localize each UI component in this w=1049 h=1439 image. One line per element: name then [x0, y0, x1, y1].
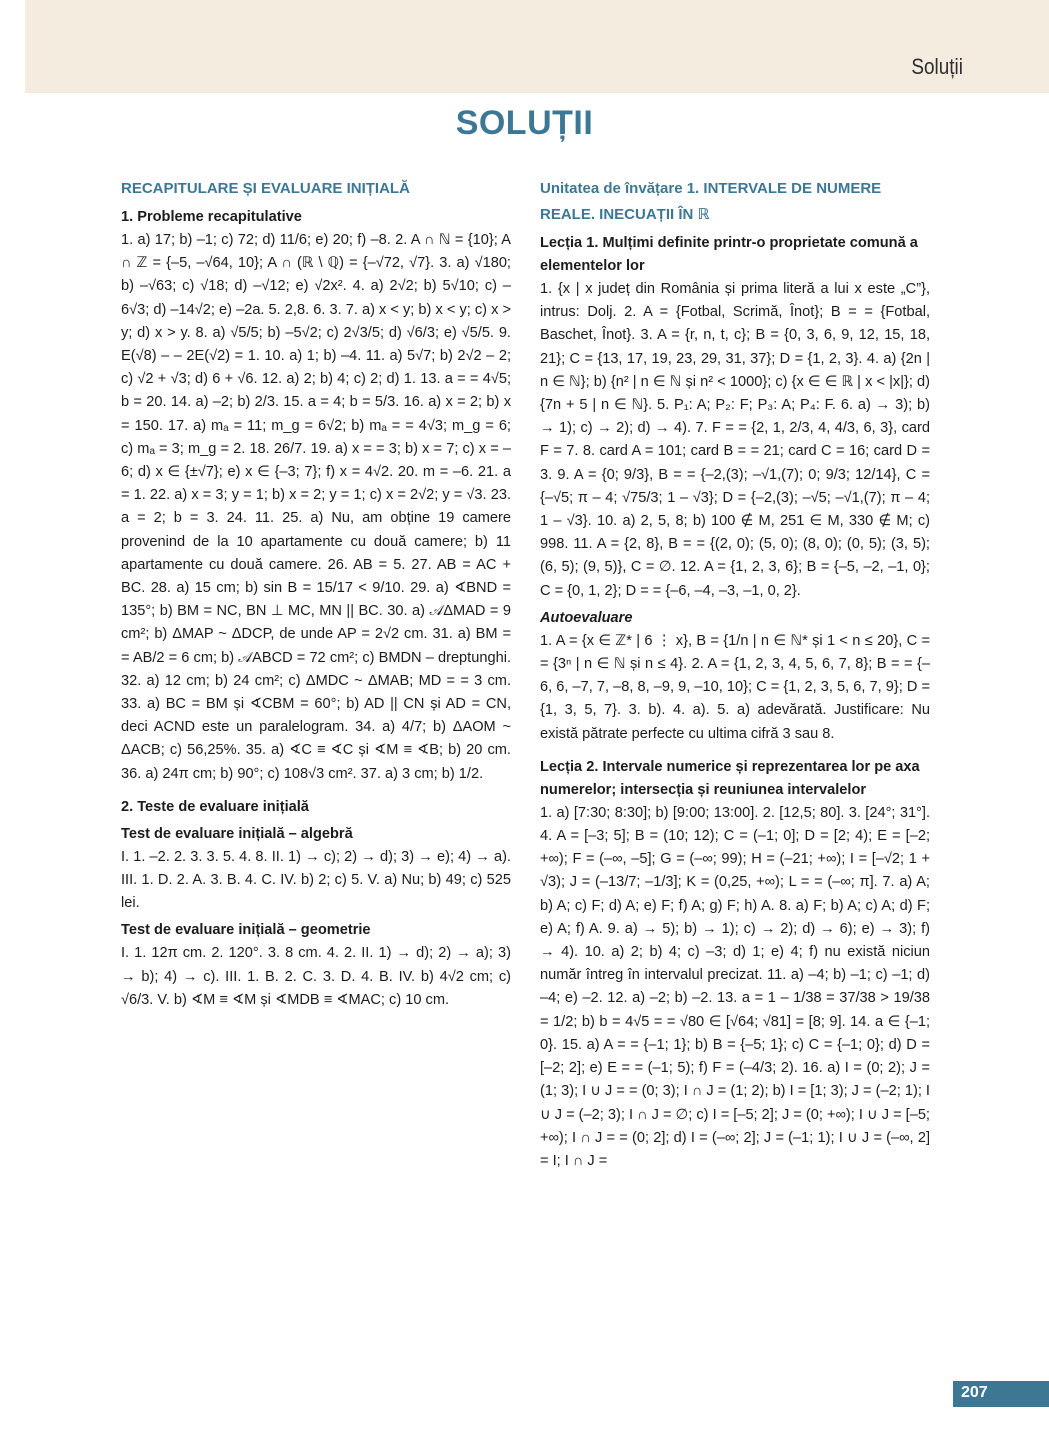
page-title: SOLUȚII	[455, 104, 594, 142]
autoevaluare-heading: Autoevaluare	[540, 609, 633, 626]
test-heading-algebra: Test de evaluare inițială – algebră	[121, 825, 353, 842]
solutions-algebra-text: I. 1. –2. 2. 3. 3. 5. 4. 8. II. 1) → c); 2) → d); 3) → e); 4) → a). III. 1. D. 2. A. 3. B. 4. C. IV. b) 2; c) 5. V. a) Nu; b) 49; c) 525 lei.	[121, 848, 511, 912]
solutions-recap-text: 1. a) 17; b) –1; c) 72; d) 11/6; e) 20; f) –8. 2. A ∩ ℕ = {10}; A ∩ ℤ = {–5, –√64, 10}; A ∩ (ℝ \ ℚ) = {–√72, √7}. 3. a) √180; b) –√63; c) √18; d) –√12; e) √2x². 4. a) 2√2; b) 5√10; c) –6√3; d) –14√2; e) –2a. 5. 2,8. 6. 3. 7. a) x < y; b) x < y; c) x > y; d) x > y. 8. a) √5/5; b) –5√2; c) 2√3/5; d) √6/3; e) √5/5. 9. E(√8) – – 2E(√2) = 1. 10. a) 1; b) –4. 11. a) 5√7; b) 2√2 – 2; c) √2 + √3; d) 6 + √6. 12. a) 2; b) 4; c) 2; d) 1. 13. a = = 4√5; b = 20. 14. a) –2; b) 2/3. 15. a = 4; b = 5/3. 16. a) x = 2; b) x = 150. 17. a) mₐ = 11; m_g = 6√2; b) mₐ = = 4√3; m_g = 6; c) mₐ = 3; m_g = 2. 18. 26/7. 19. a) x = = 3; b) x = 7; c) x = –6; d) x ∈ {±√7}; e) x ∈ {–3; 7}; f) x = 4√2. 20. m = –6. 21. a = 1. 22. a) x = 3; y = 1; b) x = 2; y = 1; c) x = 2√2; y = √3. 23. a = 2; b = 3. 24. 11. 25. a) Nu, am obține 19 camere provenind de la 10 apartamente cu două camere; b) 11 apartamente cu două camere. 26. AB = 5. 27. AB = AC + BC. 28. a) 15 cm; b) sin B = 15/17 < 9/10. 29. a) ∢BND = 135°; b) BM = NC, BN ⊥ MC, MN || BC. 30. a) 𝒜ΔMAD = 9 cm²; b) ΔMAP ~ ΔDCP, de unde AP = 2√2 cm. 31. a) BM = = AB/2 = 6 cm; b) 𝒜ABCD = 72 cm²; c) BMDN – dreptunghi. 32. a) 12 cm; b) 24 cm²; c) ΔMDC ~ ΔMAB; MD = = 3 cm. 33. a) BC = BM și ∢CBM = 60°; b) AD || CN și AD = CN, deci ACND este un paralelogram. 34. a) 4/7; b) ΔAOM ~ ΔACB; c) 56,25%. 35. a) ∢C ≡ ∢C și ∢M ≡ ∢B; b) 20 cm. 36. a) 24π cm; b) 90°; c) 108√3 cm². 37. a) 3 cm; b) 1/2.	[121, 232, 511, 782]
test-heading-geometrie: Test de evaluare inițială – geometrie	[121, 922, 371, 939]
solutions-autoevaluare-text: 1. A = {x ∈ ℤ* | 6 ⋮ x}, B = {1/n | n ∈ ℕ* și 1 < n ≤ 20}, C = = {3ⁿ | n ∈ ℕ și n ≤ 4}. 2. A = {1, 2, 3, 4, 5, 6, 7, 8}; B = = {–6, 6, –7, 7, –8, 8, –9, 9, –10, 10}; C = {1, 2, 3, 5, 6, 7, 9}; D = {1, 3, 5, 7}. 3. b). 4. a). 5. a) adevărată. Justificare: Nu există pătrate perfecte cu ultima cifră 3 sau 8.	[540, 632, 930, 742]
solutions-lesson-2-text: 1. a) [7:30; 8:30]; b) [9:00; 13:00]. 2. [12,5; 80]. 3. [24°; 31°]. 4. A = [–3; 5]; B = (10; 12); C = (–1; 0]; D = [2; 4); E = [–2; +∞); F = (–∞, –5]; G = (–∞; 99); H = (–21; +∞); I = [–√2; 1 + √3); J = (–13/7; –1/3]; K = (0,25, +∞); L = = (–∞; π]. 7. a) A; b) A; c) F; d) A; e) F; f) A; g) F; h) A. 8. a) F; b) A; c) A; d) F; e) A; f) A. 9. a) → 5); b) → 1); c) → 2); d) → 6); e) → 3); f) → 4). 10. a) 2; b) 4; c) –3; d) 1; e) 4; f) nu există niciun număr întreg în intervalul precizat. 11. a) –4; b) –1; c) –1; d) –4; e) –2. 12. a) –2; b) –2. 13. a = 1 – 1/38 = 37/38 > 19/38 = 1/2; b) b = 4√5 = = √80 ∈ [√64; √81] = [8; 9]. 14. a ∈ {–1; 0}. 15. a) A = = {–1; 1}; b) B = {–5; 1}; c) C = {–1; 0}; d) D = [–2; 2]; e) E = = (–1; 5); f) F = (–4/3; 2). 16. a) I = (0; 2); J = (1; 3); I ∪ J = = (0; 3); I ∩ J = (1; 2); b) I = [1; 3); J = (–2; 1); I ∪ J = (–2; 3); I ∩ J = ∅; c) I = [–5; 2]; J = (0; +∞); I ∪ J = [–5; +∞); I ∩ J = = (0; 2]; d) I = (–∞; 2]; J = (–1; 1); I ∪ J = (–∞, 2] = I; I ∩ J =	[540, 804, 930, 1169]
lesson-heading-2: Lecția 2. Intervale numerice și reprezentarea lor pe axa numerelor; intersecția și reuniunea intervalelor	[540, 758, 920, 798]
right-column	[540, 176, 930, 1173]
lesson-heading-1: Lecția 1. Mulțimi definite printr-o proprietate comună a elementelor lor	[540, 235, 918, 274]
header-band	[25, 0, 1049, 93]
section-heading-unitate: Unitatea de învățare 1. INTERVALE DE NUMERE REALE. INECUAȚII ÎN ℝ	[540, 180, 882, 223]
solutions-geometrie-text: I. 1. 12π cm. 2. 120°. 3. 8 cm. 4. 2. II. 1) → d); 2) → a); 3) → b); 4) → c). III. 1. B. 2. C. 3. D. 4. B. IV. b) 4√2 cm; c) √6/3. V. b) ∢M ≡ ∢M și ∢MDB ≡ ∢MAC; c) 10 cm.	[121, 945, 511, 1008]
page-number-badge	[953, 1381, 1049, 1407]
solutions-lesson-1-text: 1. {x | x județ din România și prima literă a lui x este „C”}, intrus: Dolj. 2. A = {Fotbal, Scrimă, Înot}; B = = {Fotbal, Baschet, Înot}. 3. A = {r, n, t, c}; B = {0, 3, 6, 9, 12, 15, 18, 21}; C = {13, 17, 19, 23, 29, 31, 37}; D = {1, 2, 3}. 4. a) {2n | n ∈ ℕ}; b) {n² | n ∈ ℕ și n² < 1000}; c) {x ∈ ∈ ℝ | x < |x|}; d) {7n + 5 | n ∈ ℕ}. 5. P₁: A; P₂: F; P₃: A; P₄: F. 6. a) → 3); b) → 1); c) → 2); d) → 4). 7. F = = {2, 1, 2/3, 4, 4/3, 6, 3}, card F = 7. 8. card A = 101; card B = = 21; card C = 16; card D = 3. 9. A = {0; 9/3}, B = = {–2,(3); –√1,(7); 0; 9/3; 12/14}, C = {–√5; π – 4; √75/3; 1 – √3}; D = {–2,(3); –√5; –√1,(7); π – 4; 1 – √3}. 10. a) 2, 5, 8; b) 100 ∉ M, 251 ∈ M, 330 ∉ M; c) 998. 11. A = {2, 8}, B = = {(2, 0); (5, 0); (8, 0); (0, 5); (3, 5); (6, 5); (9, 5)}, C = ∅. 12. A = {1, 2, 3, 6}; B = {–5, –2, –1, 0}; C = {0, 1, 2}; D = = {–6, –4, –3, –1, 0, 2}.	[540, 281, 930, 599]
left-column	[121, 176, 511, 1012]
page-number: 207	[961, 1384, 988, 1401]
running-head: Soluții	[911, 54, 963, 79]
subsection-heading-teste: 2. Teste de evaluare inițială	[121, 798, 309, 815]
section-heading-recap: RECAPITULARE ȘI EVALUARE INIȚIALĂ	[121, 180, 410, 197]
subsection-heading-probleme: 1. Probleme recapitulative	[121, 209, 302, 225]
